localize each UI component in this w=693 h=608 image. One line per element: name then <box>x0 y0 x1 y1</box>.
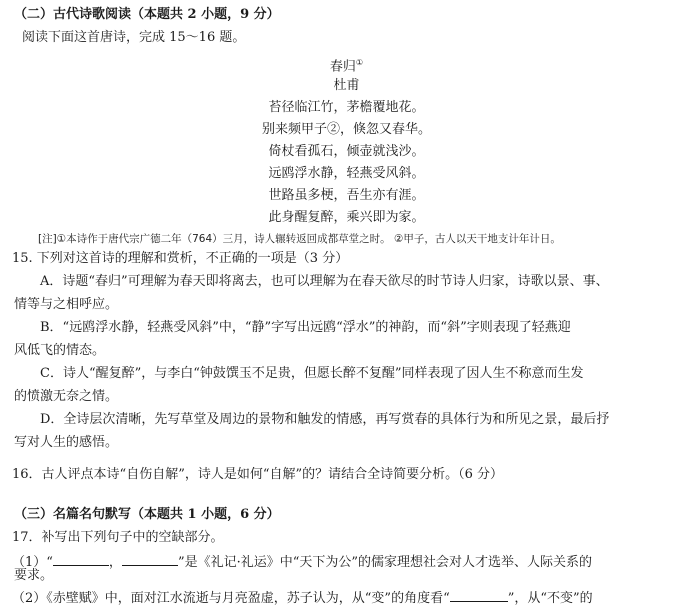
poem-line: 苔径临江竹，茅檐覆地花。 <box>268 100 425 115</box>
q15-option-line: 风低飞的情态。 <box>14 343 106 358</box>
poem-footnote: [注]①本诗作于唐代宗广德二年（764）三月，诗人辗转返回成都草堂之时。 ②甲子，古人以天干地支计年计日。 <box>38 233 561 245</box>
q15-option-line: 的愤激无奈之情。 <box>14 389 119 404</box>
q15-option-line: C．诗人“醒复醉”，与李白“钟鼓馔玉不足贵，但愿长醉不复醒”同样表现了因人生不称意而生发 <box>40 366 584 381</box>
q17-item1-cont: 要求。 <box>14 568 54 583</box>
section3-heading: （三）名篇名句默写（本题共 1 小题，6 分） <box>14 507 280 522</box>
q17-stem: 17．补写出下列句子中的空缺部分。 <box>12 530 224 545</box>
poem-line: 倚杖看孤石，倾壶就浅沙。 <box>268 144 425 159</box>
poem-line: 别来频甲子②，倏忽又春华。 <box>261 122 431 137</box>
q16-stem: 16．古人评点本诗“自伤自解”，诗人是如何“自解”的？请结合全诗简要分析。（6 分） <box>12 467 504 482</box>
q17-item2 <box>12 588 593 608</box>
q15-option-line: B．“远鸥浮水静，轻燕受风斜”中，“静”字写出远鸥“浮水”的神韵，而“斜”字则表现了轻燕迎 <box>40 320 571 335</box>
poem-title-note-mark: ① <box>355 58 364 67</box>
fill-blank[interactable] <box>53 552 109 566</box>
reading-instruction: 阅读下面这首唐诗，完成 15～16 题。 <box>22 30 246 45</box>
poem-title-text: 春归 <box>329 59 356 75</box>
q17-item1-suffix: ”是《礼记·礼运》中“天下为公”的儒家理想社会对人才选举、人际关系的 <box>177 555 593 570</box>
q17-item1-mid: ， <box>108 555 122 570</box>
q15-option-line: 情等与之相呼应。 <box>14 297 119 312</box>
poem-author: 杜甫 <box>333 78 360 93</box>
poem-title <box>0 54 693 76</box>
q17-item2-suffix: ”，从“不变”的 <box>507 591 593 606</box>
q15-option-line: 写对人生的感悟。 <box>14 435 119 450</box>
q17-item1 <box>12 552 592 572</box>
poem-line: 世路虽多梗，吾生亦有涯。 <box>268 188 425 203</box>
fill-blank[interactable] <box>122 552 178 566</box>
fill-blank[interactable] <box>450 588 508 602</box>
q17-item1-prefix: （1）“ <box>12 555 53 570</box>
q15-option-line: A．诗题“春归”可理解为春天即将离去，也可以理解为在春天欲尽的时节诗人归家，诗歌以景、事、 <box>40 274 609 289</box>
poem-line: 远鸥浮水静，轻燕受风斜。 <box>268 166 425 181</box>
q17-item2-prefix: （2）《赤壁赋》中，面对江水流逝与月亮盈虚，苏子认为，从“变”的角度看“ <box>12 591 450 606</box>
poem-line: 此身醒复醉，乘兴即为家。 <box>268 210 425 225</box>
section2-heading: （二）古代诗歌阅读（本题共 2 小题，9 分） <box>14 7 280 22</box>
q15-option-line: D．全诗层次清晰，先写草堂及周边的景物和触发的情感，再写赏春的具体行为和所见之景，最后抒 <box>40 412 610 427</box>
q15-stem: 15. 下列对这首诗的理解和赏析，不正确的一项是（3 分） <box>12 251 349 266</box>
